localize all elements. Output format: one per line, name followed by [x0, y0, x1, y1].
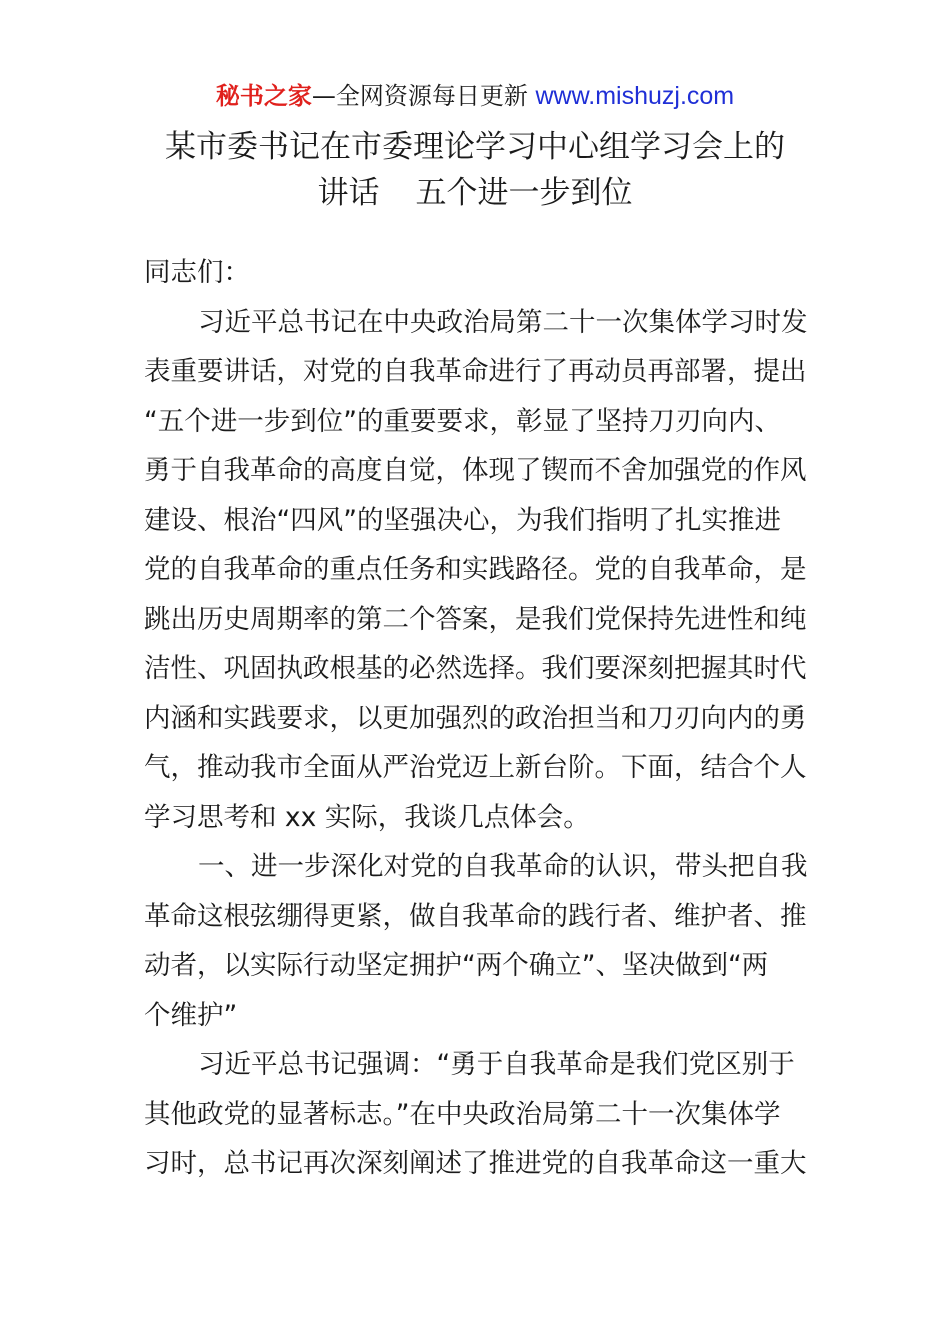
document-body	[144, 248, 808, 1189]
paragraph-line: 习时，总书记再次深刻阐述了推进党的自我革命这一重大	[144, 1148, 807, 1179]
paragraph-line: 内涵和实践要求，以更加强烈的政治担当和刀刃向内的勇	[144, 702, 807, 734]
paragraph-line: 党的自我革命的重点任务和实践路径。党的自我革命，是	[144, 554, 807, 585]
section-heading-line: 个维护”	[144, 999, 238, 1031]
paragraph-line: “五个进一步到位”的重要要求，彰显了坚持刀刃向内、	[144, 405, 781, 437]
section-heading-line: 革命这根弦绷得更紧，做自我革命的践行者、维护者、推	[144, 900, 807, 932]
watermark-tagline: —全网资源每日更新	[311, 82, 536, 110]
title-line-2-part-a: 讲话	[317, 175, 380, 211]
paragraph-line: 洁性、巩固执政根基的必然选择。我们要深刻把握其时代	[144, 653, 807, 684]
paragraph-line: 勇于自我革命的高度自觉，体现了锲而不舍加强党的作风	[144, 455, 807, 486]
watermark-brand: 秘书之家	[215, 82, 312, 110]
paragraph-line: 学习思考和 xx 实际，我谈几点体会。	[144, 801, 590, 833]
paragraph-line: 习近平总书记强调：“勇于自我革命是我们党区别于	[198, 1049, 795, 1080]
paragraph-line: 习近平总书记在中央政治局第二十一次集体学习时发	[198, 306, 808, 338]
title-line-2	[100, 170, 850, 216]
section-heading-line: 一、进一步深化对党的自我革命的认识，带头把自我	[198, 851, 808, 882]
paragraph-line: 气，推动我市全面从严治党迈上新台阶。下面，结合个人	[144, 752, 807, 783]
paragraph-line: 跳出历史周期率的第二个答案，是我们党保持先进性和纯	[144, 603, 807, 635]
salutation: 同志们：	[144, 257, 250, 288]
document-title	[100, 124, 850, 216]
site-watermark	[0, 80, 950, 112]
paragraph-line: 建设、根治“四风”的坚强决心，为我们指明了扎实推进	[144, 504, 781, 536]
title-line-2-part-b: 五个进一步到位	[415, 175, 633, 211]
paragraph-line: 其他政党的显著标志。”在中央政治局第二十一次集体学	[144, 1098, 781, 1130]
paragraph-line: 表重要讲话，对党的自我革命进行了再动员再部署，提出	[144, 356, 807, 387]
section-heading-line: 动者，以实际行动坚定拥护“两个确立”、坚决做到“两	[144, 950, 769, 981]
title-line-1: 某市委书记在市委理论学习中心组学习会上的	[165, 129, 785, 165]
watermark-url[interactable]: www.mishuzj.com	[535, 82, 735, 110]
